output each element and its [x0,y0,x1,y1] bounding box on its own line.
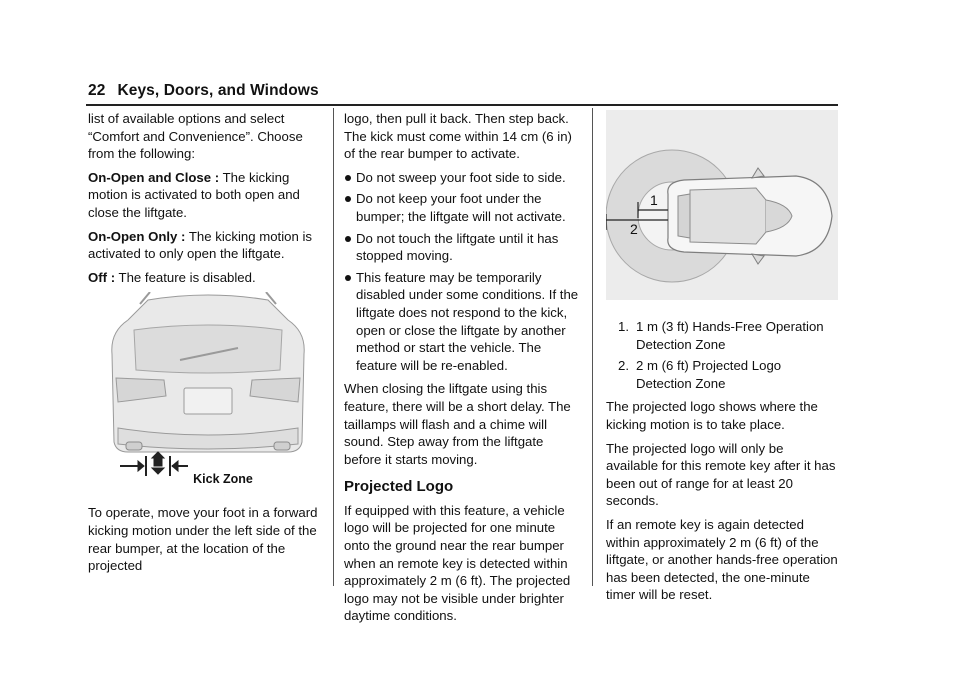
timer-reset-paragraph: If an remote key is again detected within approximately 2 m (6 ft) of the liftgate, or another hands-free operation has been detected, the one-minute timer will be reset. [606,516,838,603]
closing-paragraph: When closing the liftgate using this feature, there will be a short delay. The taillamps will flash and a chime will sound. Step away from the liftgate before it starts moving. [344,381,571,467]
header-rule [86,104,838,106]
list-item: Do not keep your foot under the bumper; the liftgate will not activate. [344,190,580,225]
suv-rear-illustration [88,292,328,482]
list-item: Do not touch the liftgate until it has stopped moving. [344,230,580,265]
intro-paragraph: list of available options and select “Comfort and Convenience”. Choose from the following: [88,111,303,162]
page-header [88,82,319,100]
option-off [88,269,328,287]
option-label: On-Open and Close : [88,169,220,185]
numbered-list [606,318,838,392]
continued-paragraph: logo, then pull it back. Then step back. The kick must come within 14 cm (6 in) of the rear bumper to activate. [344,111,572,162]
logo-availability-paragraph: The projected logo will only be available for this remote key after it has been out of range for at least 20 seconds. [606,440,836,509]
section-title: Keys, Doors, and Windows [117,82,319,99]
column-3 [606,110,838,610]
bullet-icon [345,275,351,281]
section-heading: Projected Logo [344,478,454,496]
vehicle-top-view-illustration [606,110,838,300]
option-on-open-close [88,169,328,222]
kick-zone-arrows-icon [120,452,188,476]
projected-logo-paragraph: If equipped with this feature, a vehicle logo will be projected for one minute onto the ground near the rear bumper when an remote key is detected within approximately 2 m (6 ft). The projected logo may not be visible under brighter daytime conditions. [344,502,571,624]
bullet-list [344,169,580,375]
option-text: The kicking motion is activated to only open the liftgate. [88,228,313,262]
figure-label-1: 1 [650,192,658,208]
logo-shows-paragraph: The projected logo shows where the kicking motion is to take place. [606,399,818,432]
option-label: Off : [88,269,116,285]
option-on-open-only [88,228,328,263]
option-label: On-Open Only : [88,228,186,244]
list-item: This feature may be temporarily disabled under some conditions. If the liftgate does not respond to the kick, open or close the liftgate by another method or start the vehicle. The feature will be re-enabled. [344,269,580,375]
figure-label-2: 2 [630,221,638,237]
column-divider [592,108,593,586]
operate-paragraph: To operate, move your foot in a forward kicking motion under the left side of the rear bumper, at the location of the projected [88,505,318,574]
column-2 [344,110,580,631]
option-text: The kicking motion is activated to both open and close the liftgate. [88,169,300,220]
detection-zone-figure [606,110,838,300]
kick-zone-figure [88,292,328,492]
column-divider [333,108,334,586]
figure-caption: Kick Zone [193,471,253,486]
list-item: 1. 1 m (3 ft) Hands-Free Operation Detection Zone [618,319,824,352]
option-text: The feature is disabled. [115,269,256,285]
bullet-icon [345,175,351,181]
column-1 [88,110,328,581]
page-number: 22 [88,82,106,99]
bullet-icon [345,196,351,202]
list-item: Do not sweep your foot side to side. [344,169,580,187]
bullet-icon [345,236,351,242]
list-item: 2. 2 m (6 ft) Projected Logo Detection Zone [618,358,782,391]
